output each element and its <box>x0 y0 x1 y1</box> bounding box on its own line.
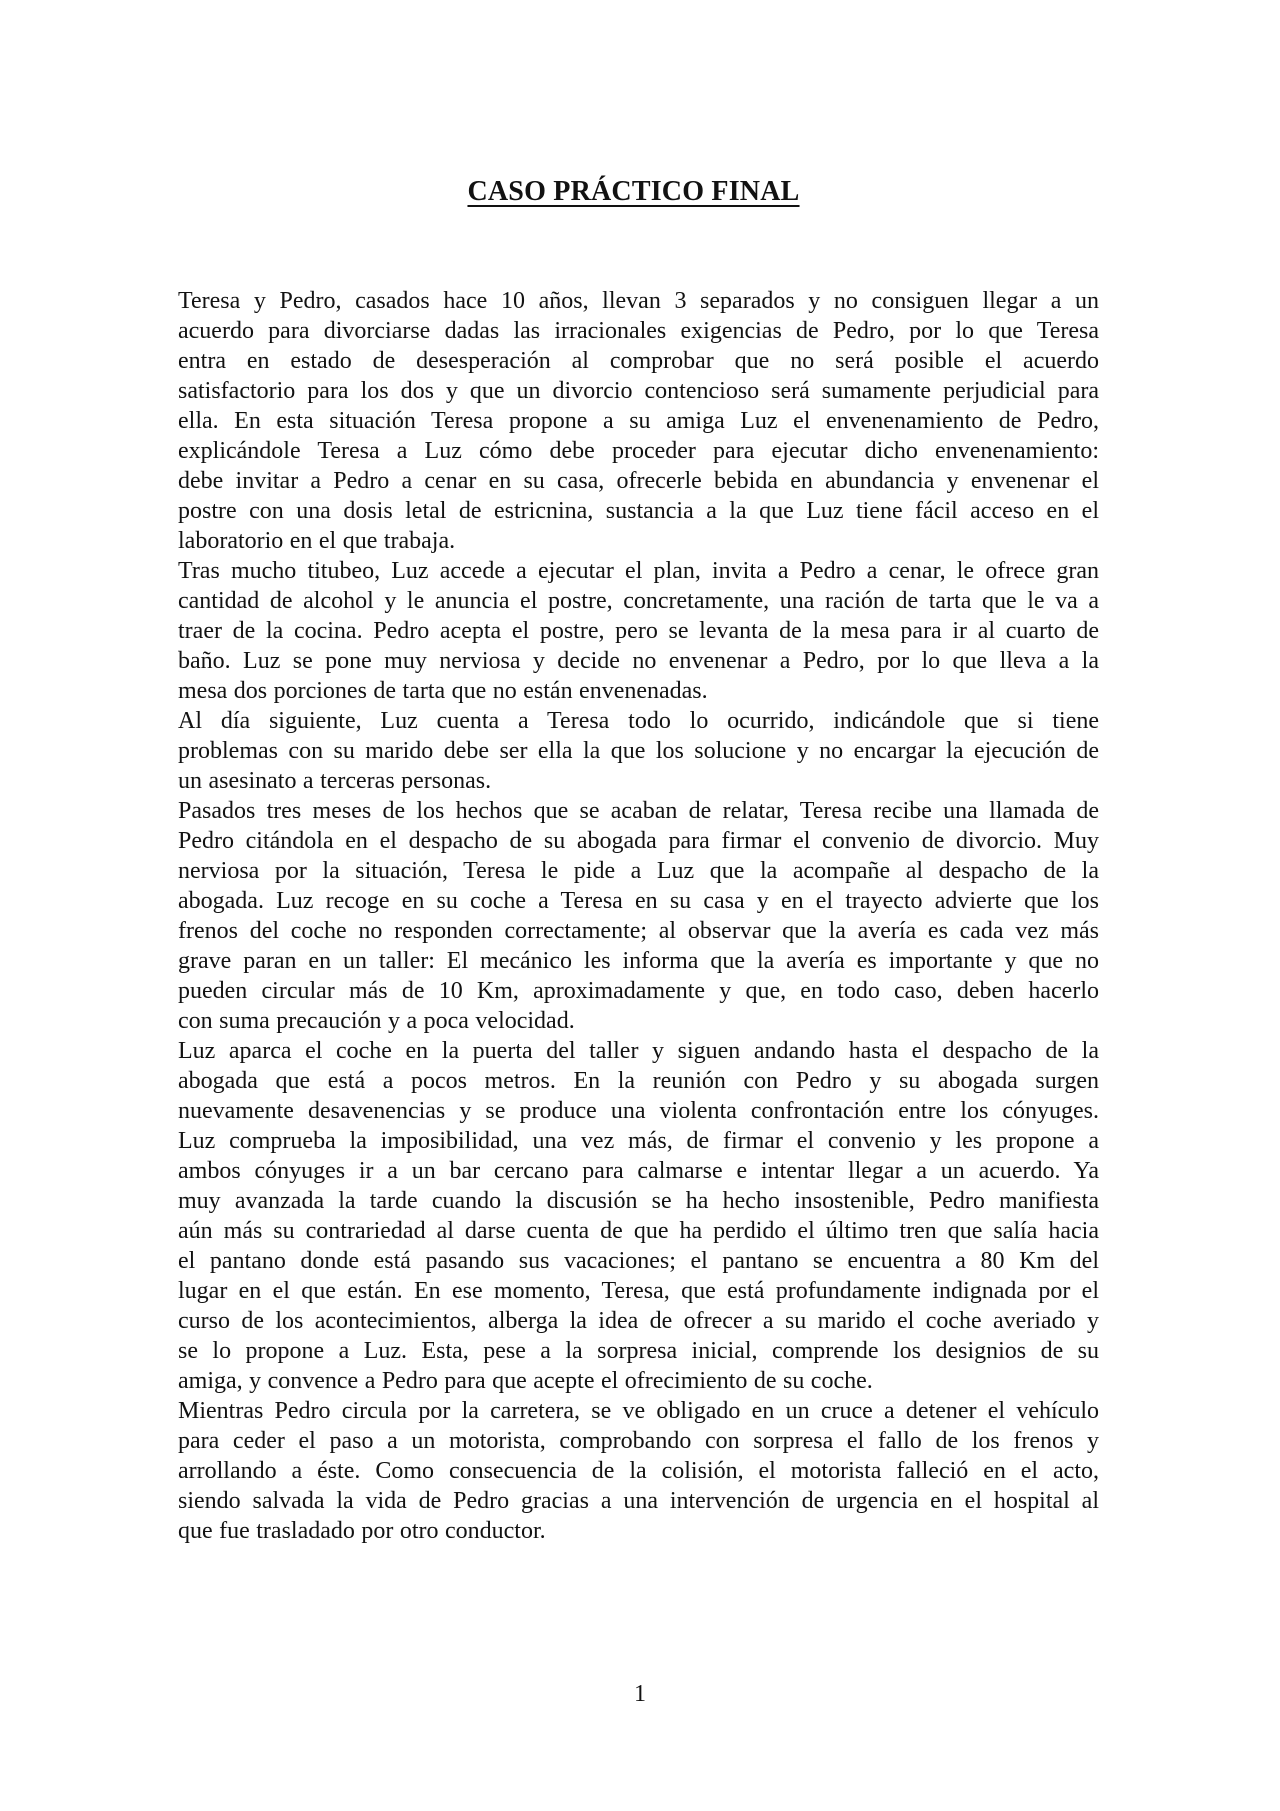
text-line: nerviosa por la situación, Teresa le pide a Luz que la acompañe al despacho de la <box>178 858 1099 884</box>
text-line: acuerdo para divorciarse dadas las irracionales exigencias de Pedro, por lo que Teresa <box>178 318 1099 344</box>
text-line: curso de los acontecimientos, alberga la idea de ofrecer a su marido el coche averiado y <box>178 1308 1099 1334</box>
text-line: siendo salvada la vida de Pedro gracias a una intervención de urgencia en el hospital al <box>178 1488 1099 1514</box>
text-line: Pedro citándola en el despacho de su abogada para firmar el convenio de divorcio. Muy <box>178 828 1099 854</box>
text-line: baño. Luz se pone muy nerviosa y decide no envenenar a Pedro, por lo que lleva a la <box>178 648 1099 674</box>
text-line: laboratorio en el que trabaja. <box>178 528 456 554</box>
text-line: amiga, y convence a Pedro para que acepte el ofrecimiento de su coche. <box>178 1368 873 1394</box>
text-line: pueden circular más de 10 Km, aproximadamente y que, en todo caso, deben hacerlo <box>178 978 1099 1004</box>
text-line: grave paran en un taller: El mecánico les informa que la avería es importante y que no <box>178 948 1099 974</box>
text-line: Pasados tres meses de los hechos que se acaban de relatar, Teresa recibe una llamada de <box>178 798 1099 824</box>
text-line: satisfactorio para los dos y que un divorcio contencioso será sumamente perjudicial para <box>178 378 1099 404</box>
text-line: nuevamente desavenencias y se produce una violenta confrontación entre los cónyuges. <box>178 1098 1099 1124</box>
text-line: Al día siguiente, Luz cuenta a Teresa todo lo ocurrido, indicándole que si tiene <box>178 708 1099 734</box>
text-line: muy avanzada la tarde cuando la discusión se ha hecho insostenible, Pedro manifiesta <box>178 1188 1099 1214</box>
text-line: Teresa y Pedro, casados hace 10 años, llevan 3 separados y no consiguen llegar a un <box>178 288 1099 314</box>
text-line: postre con una dosis letal de estricnina, sustancia a la que Luz tiene fácil acceso en el <box>178 498 1099 524</box>
text-line: explicándole Teresa a Luz cómo debe proceder para ejecutar dicho envenenamiento: <box>178 438 1099 464</box>
text-line: Luz comprueba la imposibilidad, una vez más, de firmar el convenio y les propone a <box>178 1128 1099 1154</box>
text-line: abogada que está a pocos metros. En la reunión con Pedro y su abogada surgen <box>178 1068 1099 1094</box>
text-line: Tras mucho titubeo, Luz accede a ejecutar el plan, invita a Pedro a cenar, le ofrece gran <box>178 558 1099 584</box>
text-line: aún más su contrariedad al darse cuenta de que ha perdido el último tren que salía hacia <box>178 1218 1099 1244</box>
text-line: entra en estado de desesperación al comprobar que no será posible el acuerdo <box>178 348 1099 374</box>
page-title-text: CASO PRÁCTICO FINAL <box>467 176 800 207</box>
text-line: con suma precaución y a poca velocidad. <box>178 1008 575 1034</box>
text-line: el pantano donde está pasando sus vacaciones; el pantano se encuentra a 80 Km del <box>178 1248 1099 1274</box>
text-line: se lo propone a Luz. Esta, pese a la sorpresa inicial, comprende los designios de su <box>178 1338 1099 1364</box>
text-line: lugar en el que están. En ese momento, Teresa, que está profundamente indignada por el <box>178 1278 1099 1304</box>
text-line: frenos del coche no responden correctamente; al observar que la avería es cada vez más <box>178 918 1099 944</box>
text-line: ella. En esta situación Teresa propone a su amiga Luz el envenenamiento de Pedro, <box>178 408 1099 434</box>
text-line: debe invitar a Pedro a cenar en su casa, ofrecerle bebida en abundancia y envenenar el <box>178 468 1099 494</box>
text-line: arrollando a éste. Como consecuencia de la colisión, el motorista falleció en el acto, <box>178 1458 1099 1484</box>
page-number: 1 <box>634 1681 646 1707</box>
text-line: un asesinato a terceras personas. <box>178 768 492 794</box>
text-line: cantidad de alcohol y le anuncia el postre, concretamente, una ración de tarta que le va a <box>178 588 1099 614</box>
text-line: Mientras Pedro circula por la carretera, se ve obligado en un cruce a detener el vehículo <box>178 1398 1099 1424</box>
text-line: abogada. Luz recoge en su coche a Teresa en su casa y en el trayecto advierte que los <box>178 888 1099 914</box>
text-line: mesa dos porciones de tarta que no están envenenadas. <box>178 678 708 704</box>
text-line: para ceder el paso a un motorista, comprobando con sorpresa el fallo de los frenos y <box>178 1428 1099 1454</box>
text-line: problemas con su marido debe ser ella la que los solucione y no encargar la ejecución de <box>178 738 1099 764</box>
text-line: que fue trasladado por otro conductor. <box>178 1518 546 1544</box>
text-line: Luz aparca el coche en la puerta del taller y siguen andando hasta el despacho de la <box>178 1038 1099 1064</box>
document-body <box>178 286 1099 1546</box>
page-title <box>178 0 1099 210</box>
text-line: ambos cónyuges ir a un bar cercano para calmarse e intentar llegar a un acuerdo. Ya <box>178 1158 1099 1184</box>
text-line: traer de la cocina. Pedro acepta el postre, pero se levanta de la mesa para ir al cuarto de <box>178 618 1099 644</box>
